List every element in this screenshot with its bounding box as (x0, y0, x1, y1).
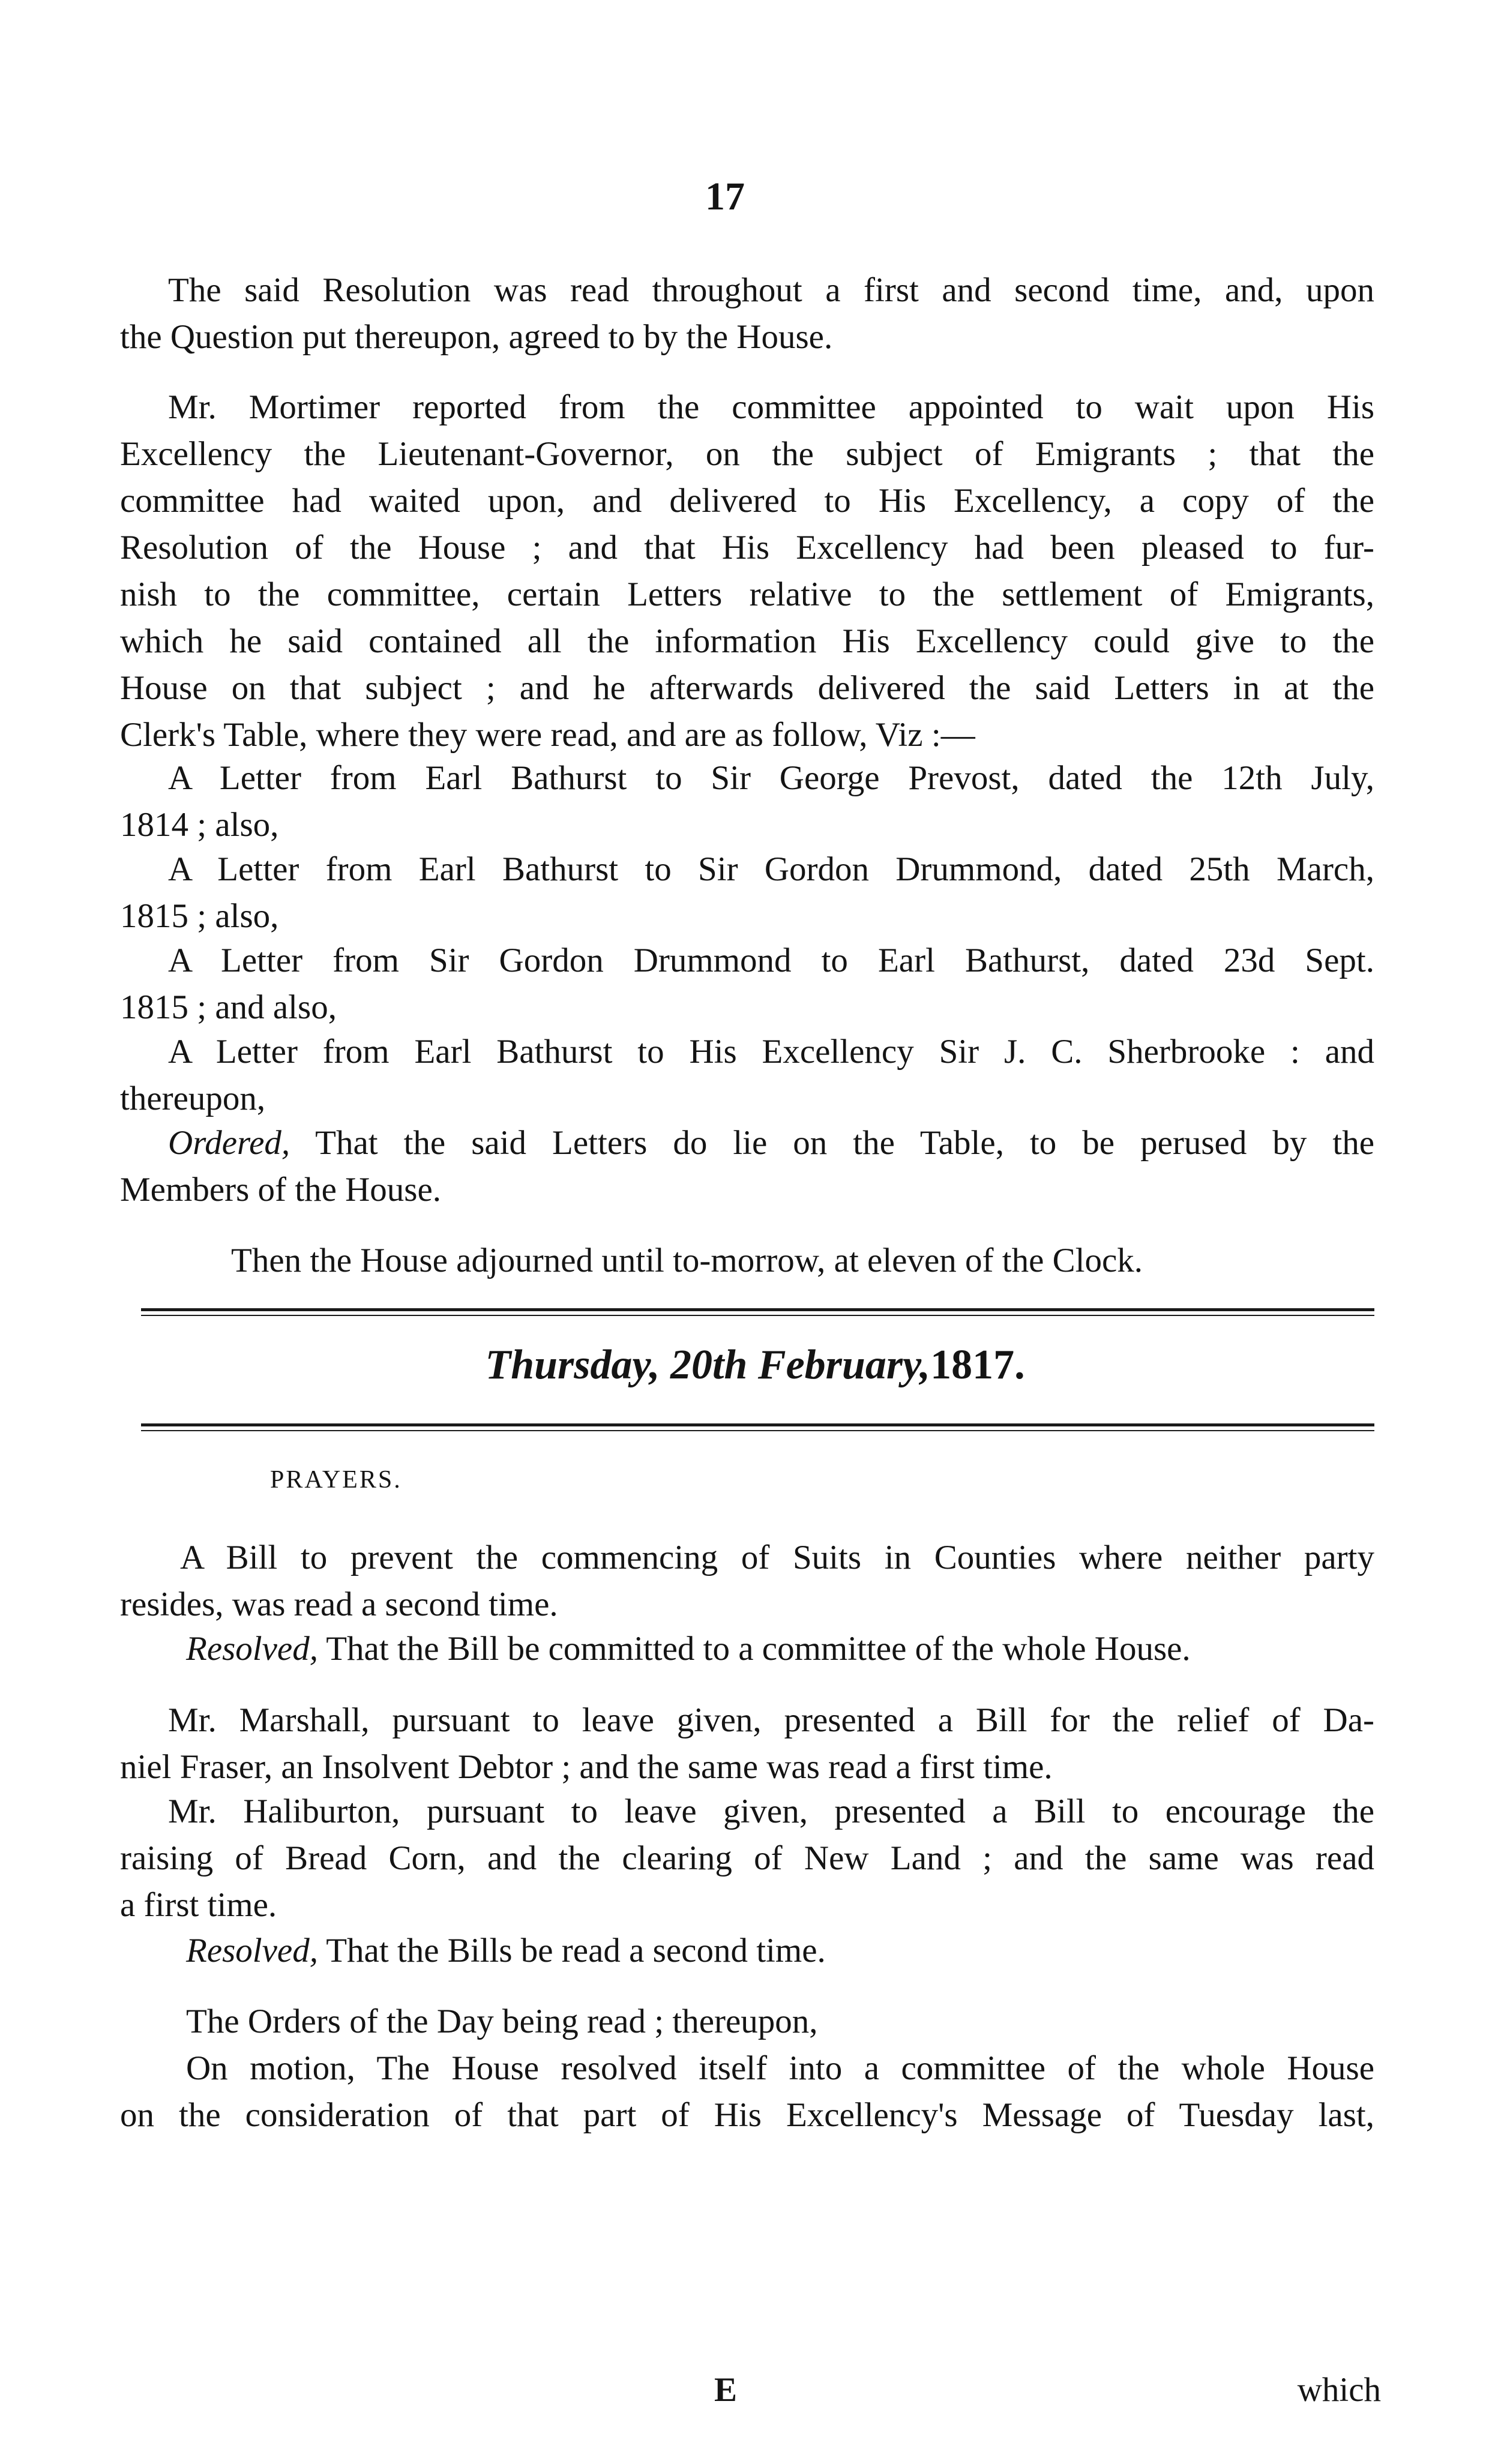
text-line: The said Resolution was read throughout a first and second time, and, upon (168, 271, 1374, 309)
text-line: Excellency the Lieutenant-Governor, on the subject of Emigrants ; that the (120, 435, 1374, 473)
text-line: Members of the House. (120, 1171, 442, 1209)
prayers-heading: PRAYERS. (270, 1466, 402, 1494)
text-line: A Letter from Earl Bathurst to His Excellency Sir J. C. Sherbrooke : and (168, 1033, 1374, 1071)
text-line: 1815 ; also, (120, 897, 279, 935)
text-line: resides, was read a second time. (120, 1585, 558, 1623)
text-line (186, 1934, 1392, 1968)
text-line: the Question put thereupon, agreed to by the House. (120, 318, 833, 356)
text-line: which he said contained all the information His Excellency could give to the (120, 622, 1374, 660)
date-year: 1817. (930, 1342, 1025, 1388)
text-line: Resolution of the House ; and that His Excellency had been pleased to fur- (120, 529, 1374, 566)
resolved-label: Resolved, (186, 1630, 318, 1668)
line-body: That the Bill be committed to a committee of the whole House. (317, 1630, 1191, 1668)
text-line: committee had waited upon, and delivered to His Excellency, a copy of the (120, 482, 1374, 520)
text-line: Mr. Marshall, pursuant to leave given, presented a Bill for the relief of Da- (168, 1701, 1374, 1739)
date-month: February, (757, 1342, 931, 1388)
text-line: A Letter from Sir Gordon Drummond to Earl Bathurst, dated 23d Sept. (168, 942, 1374, 979)
date-weekday: Thursday, (485, 1342, 660, 1388)
ordered-label: Ordered, (168, 1124, 290, 1162)
text-line: a first time. (120, 1886, 277, 1924)
text-line: Mr. Mortimer reported from the committee appointed to wait upon His (168, 388, 1374, 426)
text-line: 1814 ; also, (120, 806, 279, 844)
line-body: That the said Letters do lie on the Table, to be perused by the (290, 1124, 1374, 1162)
text-line: A Letter from Earl Bathurst to Sir George Prevost, dated the 12th July, (168, 759, 1374, 797)
adjournment-line: Then the House adjourned until to-morrow, at eleven of the Clock. (231, 1242, 1143, 1279)
text-line: The Orders of the Day being read ; thereupon, (186, 2003, 818, 2040)
text-line: On motion, The House resolved itself into a committee of the whole House (186, 2049, 1374, 2087)
text-line (186, 1632, 1392, 1666)
text-line: House on that subject ; and he afterwards delivered the said Letters in at the (120, 669, 1374, 707)
text-line: niel Fraser, an Insolvent Debtor ; and the same was read a first time. (120, 1748, 1053, 1786)
catchword: which (1297, 2371, 1381, 2409)
text-line: raising of Bread Corn, and the clearing of New Land ; and the same was read (120, 1839, 1374, 1877)
signature-mark: E (714, 2371, 738, 2409)
text-line: Mr. Haliburton, pursuant to leave given, presented a Bill to encourage the (168, 1792, 1374, 1830)
text-line: A Bill to prevent the commencing of Suits in Counties where neither party (180, 1539, 1374, 1576)
section-rule (141, 1423, 1374, 1431)
text-line: 1815 ; and also, (120, 988, 337, 1026)
date-heading (0, 1341, 1510, 1389)
resolved-label: Resolved, (186, 1932, 318, 1970)
line-body: That the Bills be read a second time. (317, 1932, 826, 1970)
page-number: 17 (705, 175, 745, 218)
text-line: Clerk's Table, where they were read, and are as follow, Viz :— (120, 716, 975, 754)
date-day: 20th (670, 1342, 748, 1388)
text-line: nish to the committee, certain Letters relative to the settlement of Emigrants, (120, 575, 1374, 613)
text-line (168, 1126, 1374, 1160)
text-line: A Letter from Earl Bathurst to Sir Gordon Drummond, dated 25th March, (168, 850, 1374, 888)
text-line: on the consideration of that part of His Excellency's Message of Tuesday last, (120, 2096, 1374, 2134)
section-rule (141, 1308, 1374, 1316)
text-line: thereupon, (120, 1080, 266, 1117)
